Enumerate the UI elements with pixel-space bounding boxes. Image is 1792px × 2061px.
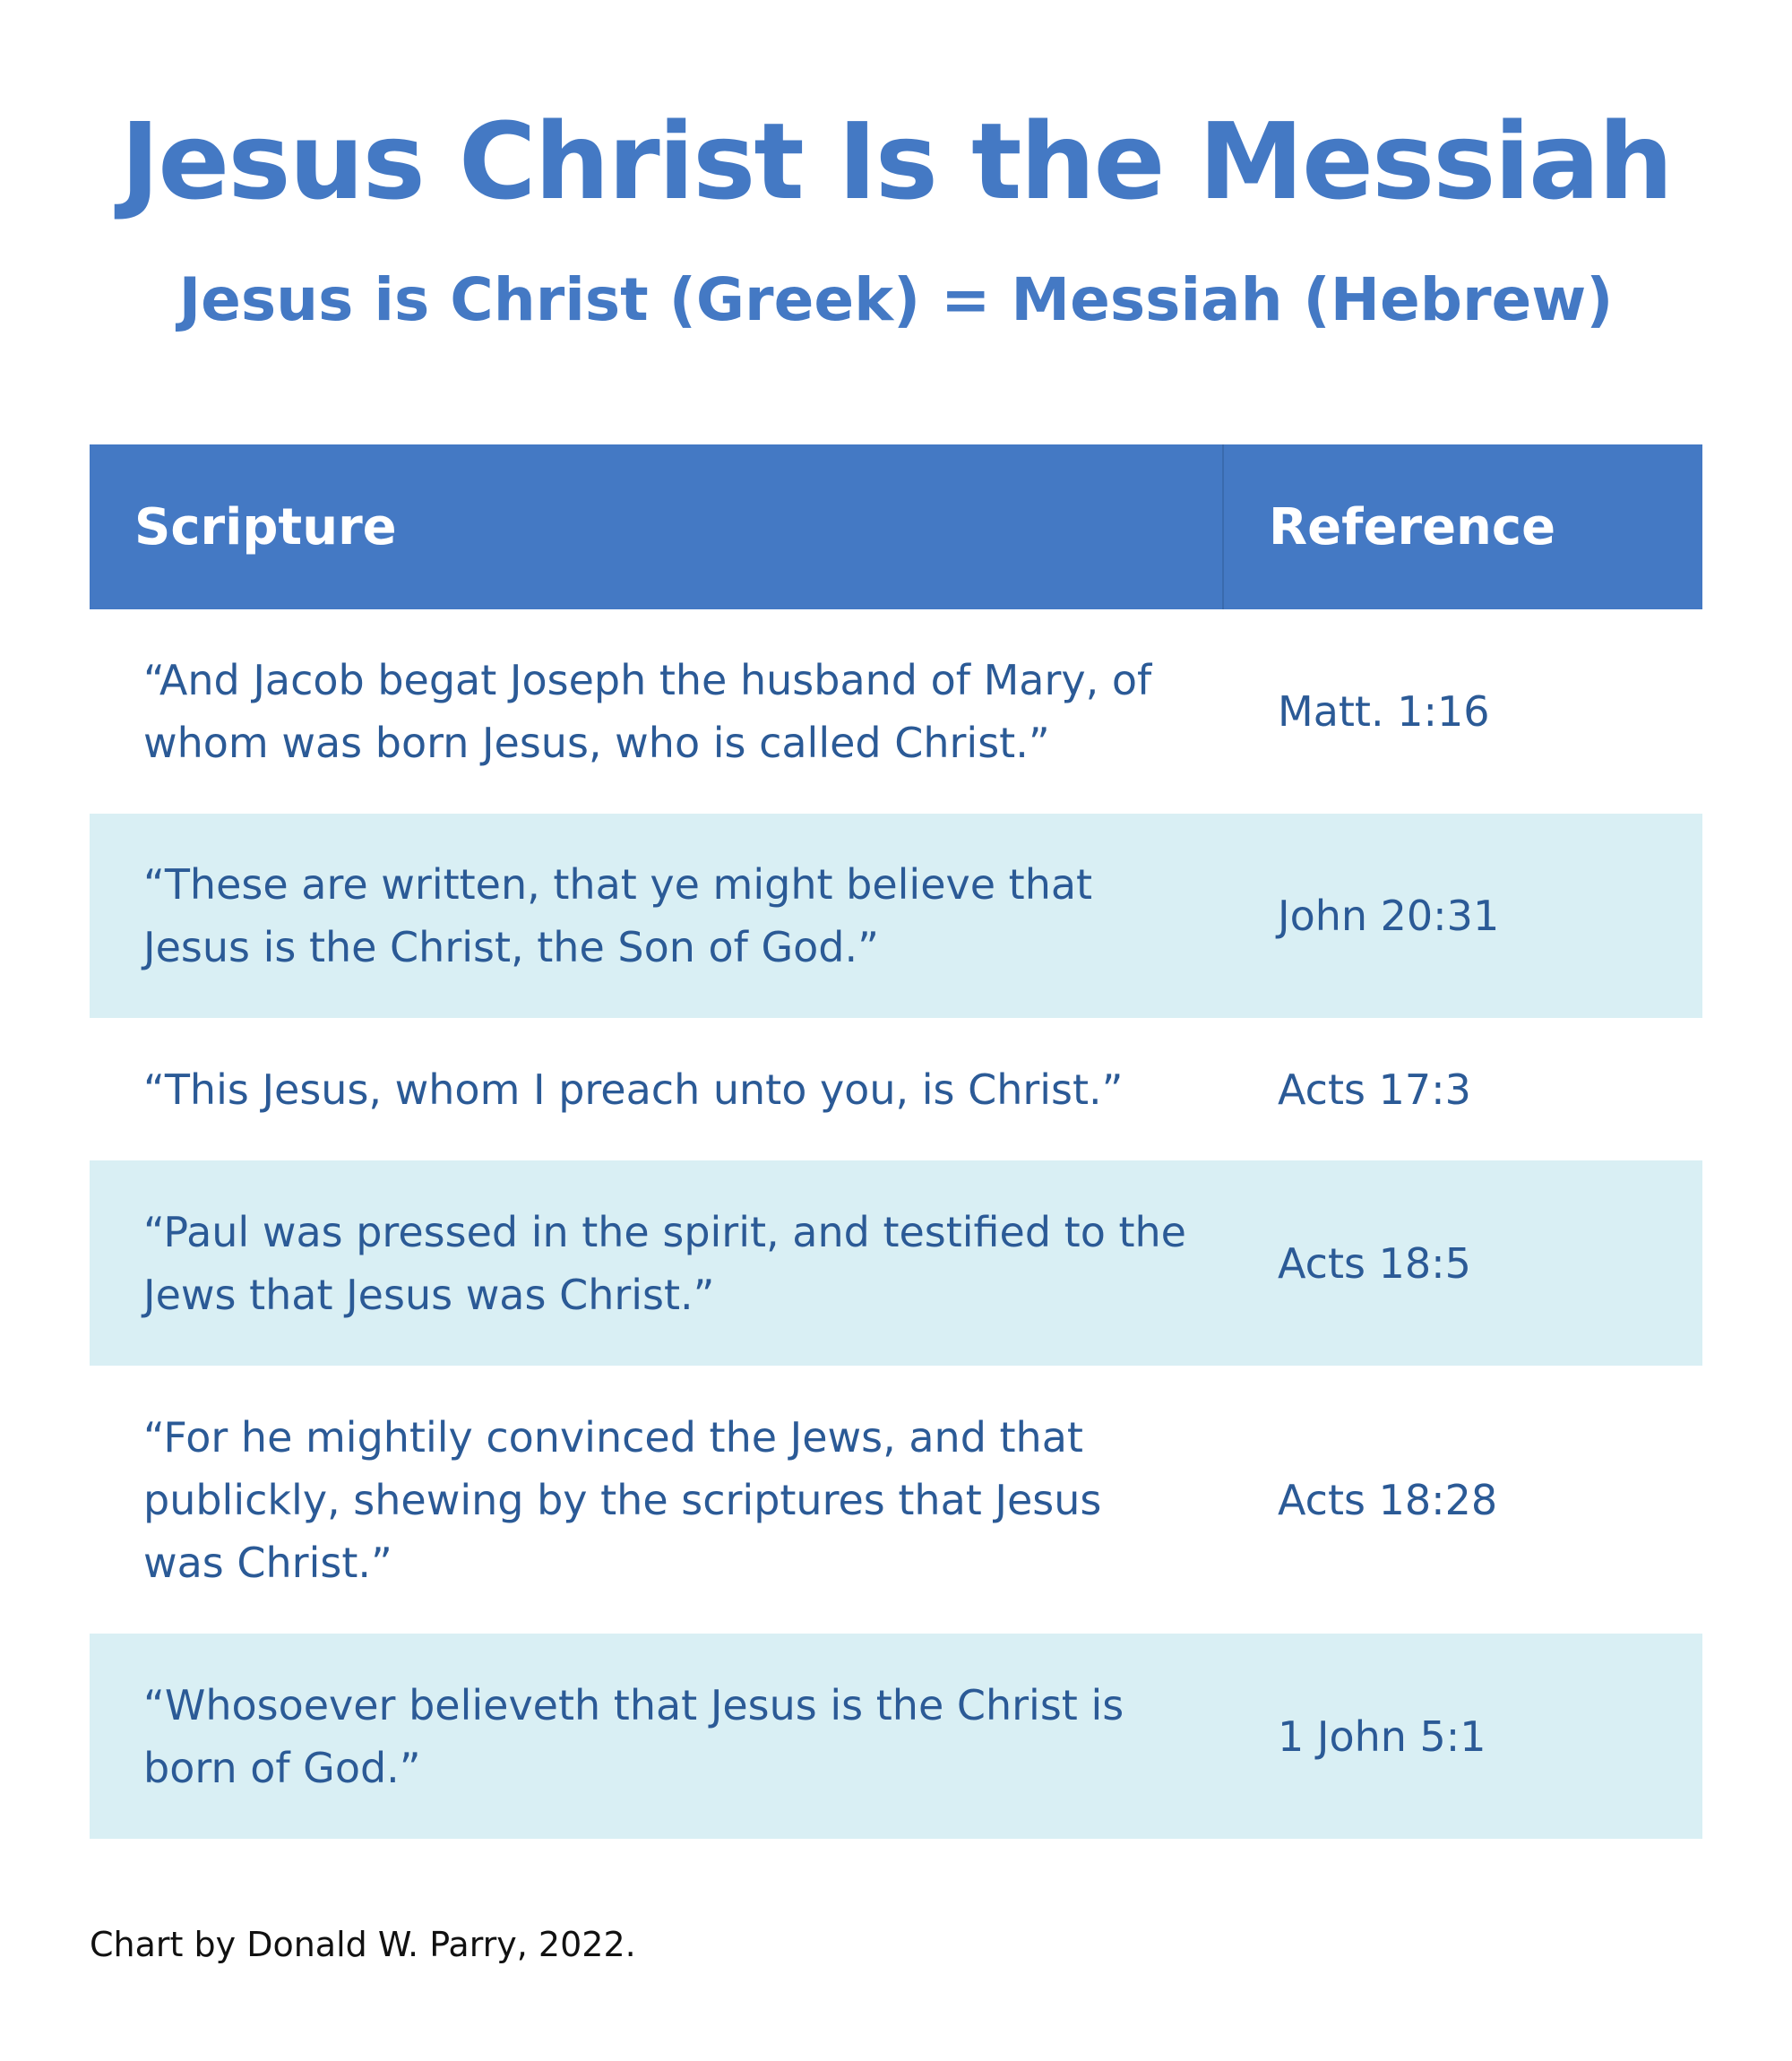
page-subtitle: Jesus is Christ (Greek) = Messiah (Hebrew): [178, 265, 1614, 334]
table-row: [90, 1634, 1702, 1839]
reference-cell: Acts 17:3: [1278, 1065, 1471, 1114]
scripture-cell: “Paul was pressed in the spirit, and testified to the Jews that Jesus was Christ.”: [143, 1207, 1186, 1319]
reference-cell: Matt. 1:16: [1278, 687, 1490, 736]
table-header: [90, 444, 1702, 609]
scripture-cell: “These are written, that ye might believe that Jesus is the Christ, the Son of God.”: [143, 860, 1093, 971]
page-title: Jesus Christ Is the Messiah: [120, 99, 1672, 223]
table-row: [90, 1160, 1702, 1366]
reference-cell: 1 John 5:1: [1278, 1712, 1486, 1761]
table-row: [90, 1018, 1702, 1160]
header-scripture: Scripture: [90, 444, 1224, 609]
scripture-cell: “Whosoever believeth that Jesus is the Christ is born of God.”: [143, 1680, 1124, 1792]
table-row: [90, 609, 1702, 814]
reference-cell: Acts 18:28: [1278, 1475, 1498, 1524]
table-row: [90, 1366, 1702, 1634]
header-reference: Reference: [1269, 497, 1556, 556]
chart-credit: Chart by Donald W. Parry, 2022.: [90, 1925, 636, 1964]
reference-cell: John 20:31: [1278, 892, 1500, 940]
table-row: [90, 814, 1702, 1018]
reference-cell: Acts 18:5: [1278, 1238, 1471, 1288]
scripture-cell: “For he mightily convinced the Jews, and that publickly, shewing by the scriptures that Jesus was Christ.”: [143, 1412, 1102, 1587]
scripture-table: [90, 444, 1702, 1839]
scripture-cell: “This Jesus, whom I preach unto you, is Christ.”: [143, 1065, 1124, 1114]
scripture-cell: “And Jacob begat Joseph the husband of Mary, of whom was born Jesus, who is called Christ.”: [143, 656, 1152, 767]
